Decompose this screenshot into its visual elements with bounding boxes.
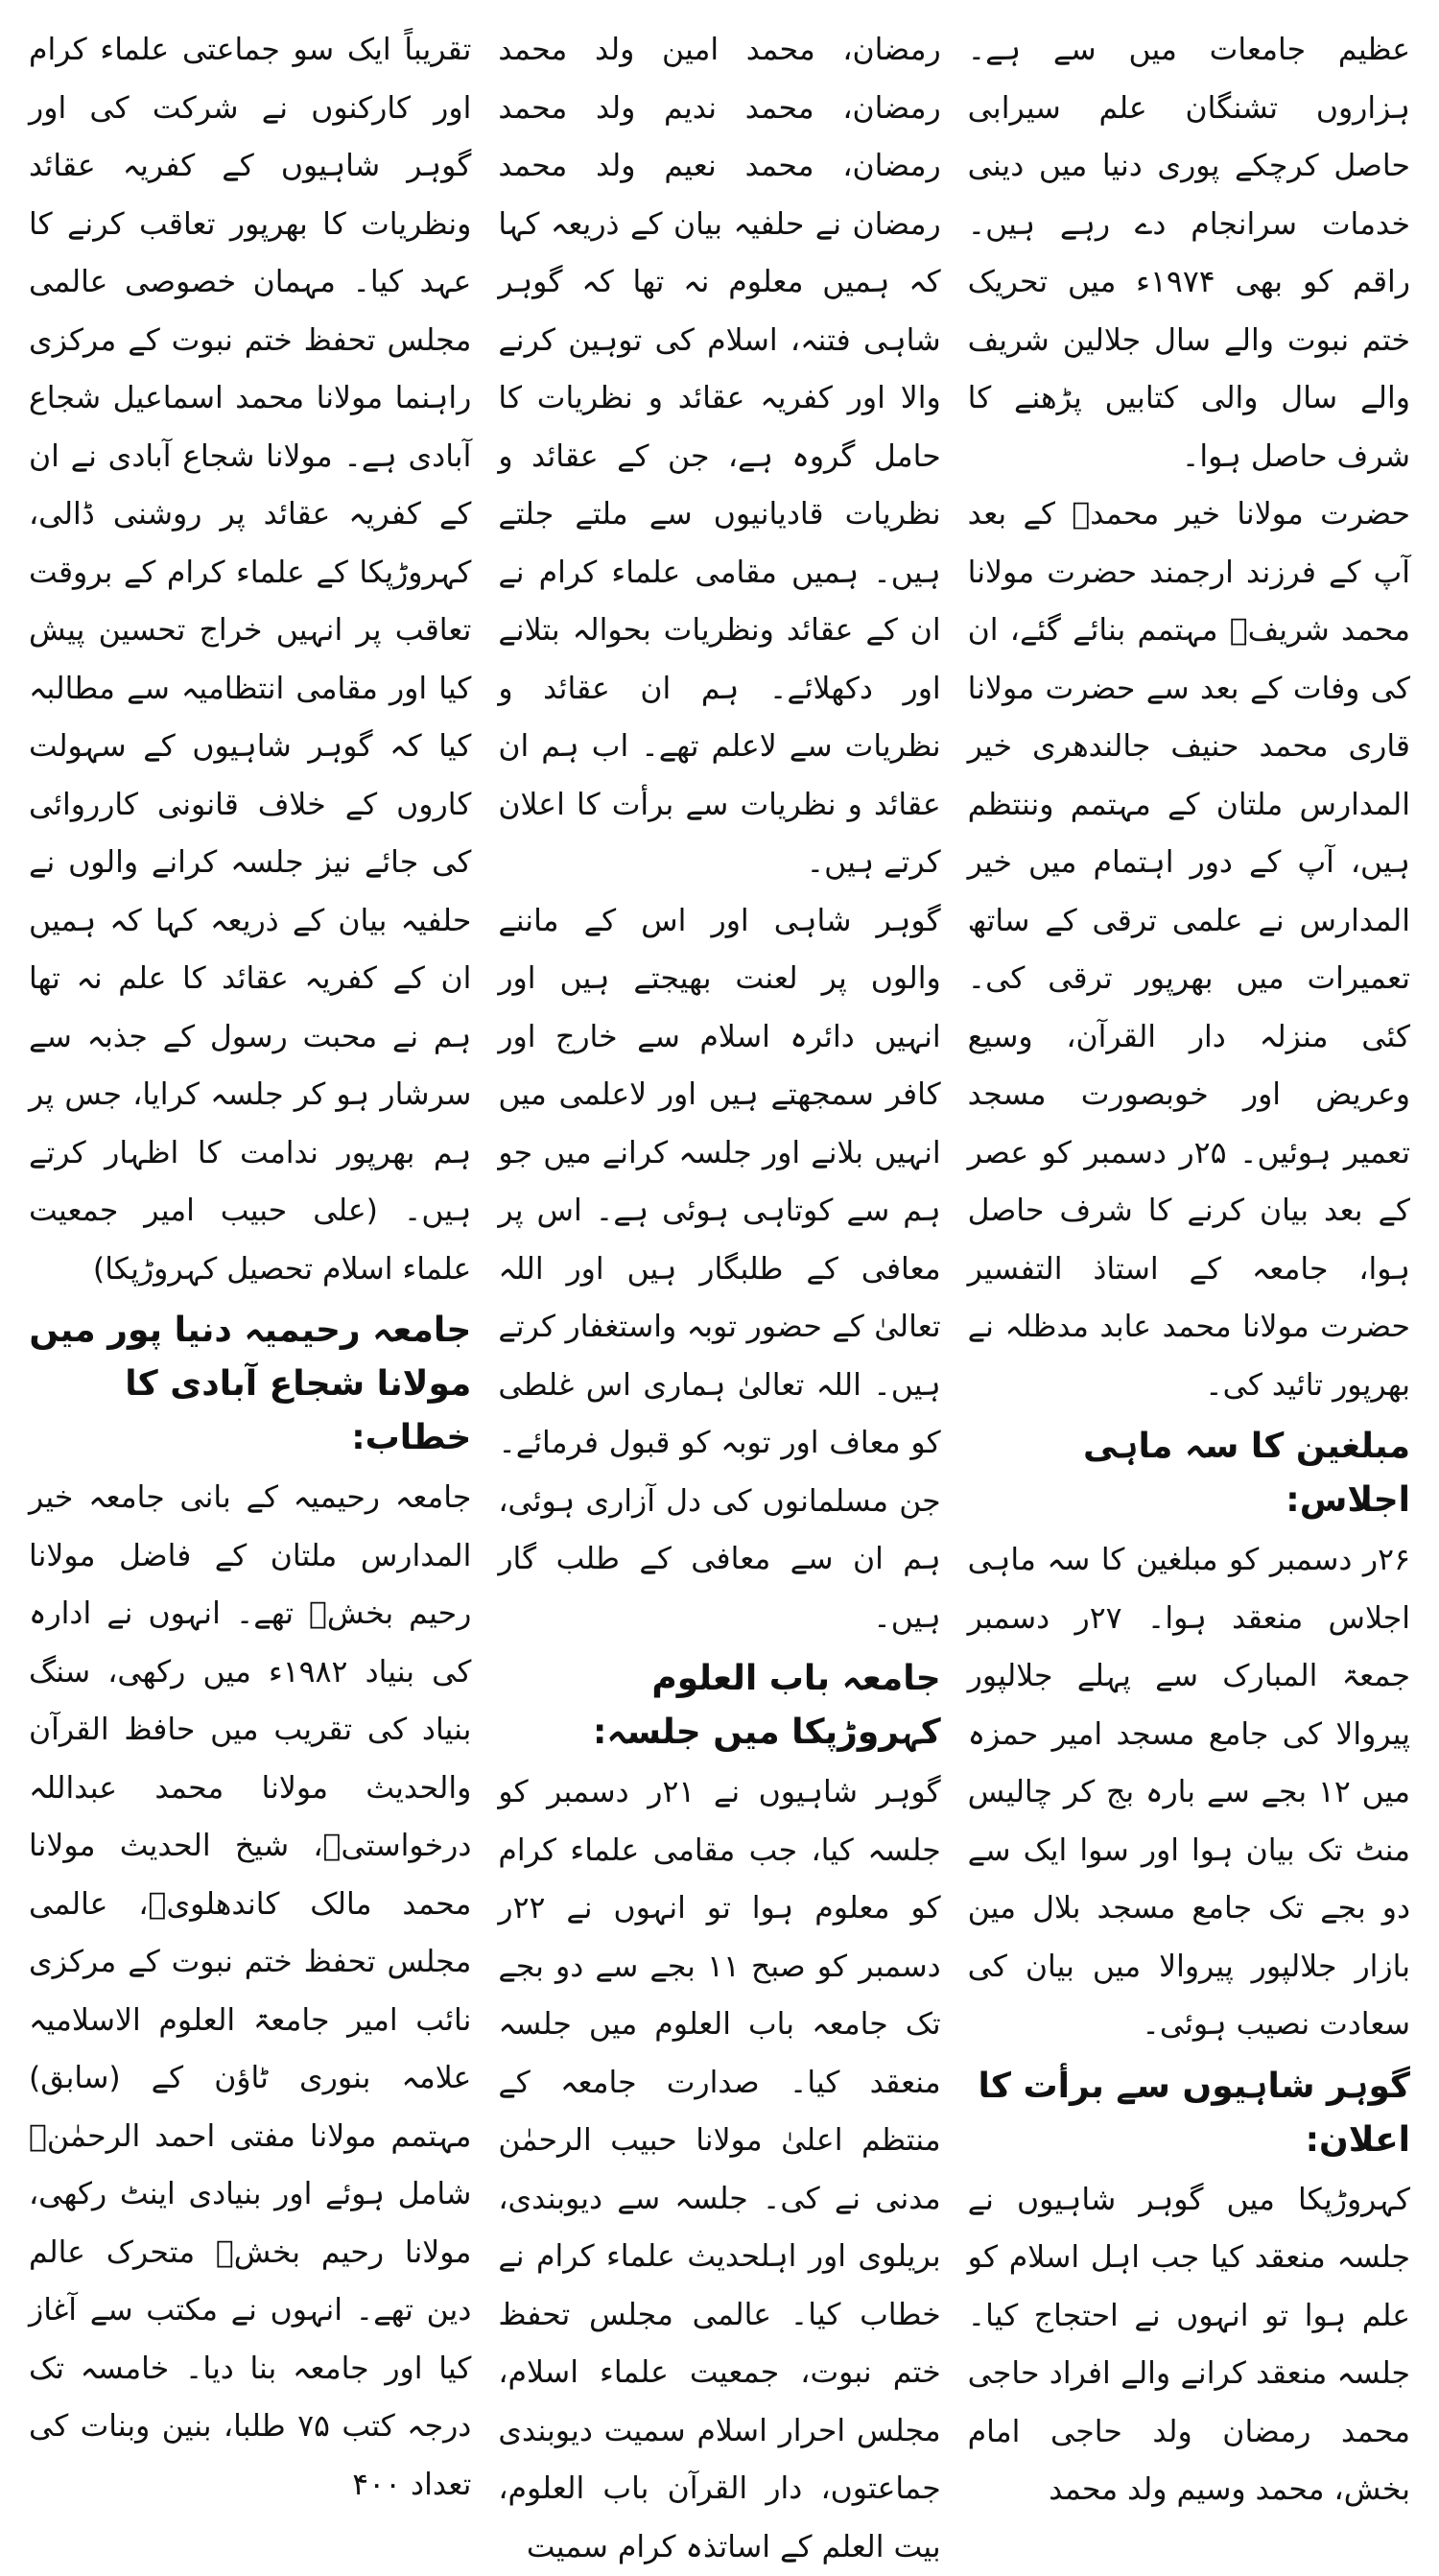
section-heading: گوہر شاہیوں سے برأت کا اعلان: [978,2066,1410,2160]
article-paragraph: عظیم جامعات میں سے ہے۔ ہزاروں تشنگان علم سیرابی حاصل کرچکے پوری دنیا میں دینی خدمات سرانجام دے رہے ہیں۔ راقم کو بھی ۱۹۷۴ء میں تحریک ختم نبوت والے سال جلالین شریف والے سال والی کتابیں پڑھنے کا شرف حاصل ہوا۔ [967,33,1411,474]
article-paragraph: تقریباً ایک سو جماعتی علماء کرام اور کارکنوں نے شرکت کی اور گوہر شاہیوں کے کفریہ عقائد ونظریات کا بھرپور تعاقب کرنے کا عہد کیا۔ مہمان خصوصی عالمی مجلس تحفظ ختم نبوت کے مرکزی راہنما مولانا محمد اسماعیل شجاع آبادی ہے۔ مولانا شجاع آبادی نے ان کے کفریہ عقائد پر روشنی ڈالی، کہروڑپکا کے علماء کرام کے بروقت تعاقب پر انہیں خراج تحسین پیش کیا اور مقامی انتظامیہ سے مطالبہ کیا کہ گوہر شاہیوں کے سہولت کاروں کے خلاف قانونی کارروائی کی جائے نیز جلسہ کرانے والوں نے حلفیہ بیان کے ذریعہ کہا کہ ہمیں ان کے کفریہ عقائد کا علم نہ تھا ہم نے محبت رسول کے جذبہ سے سرشار ہو کر جلسہ کرایا، جس پر ہم بھرپور ندامت کا اظہار کرتے ہیں۔ (علی حبیب امیر جمعیت علماء اسلام تحصیل کہروڑپکا) [29,33,472,1287]
column-left [29,21,472,2502]
article-paragraph: گوہر شاہی اور اس کے ماننے والوں پر لعنت بھیجتے ہیں اور انہیں دائرہ اسلام سے خارج اور کافر سمجھتے ہیں اور لاعلمی میں انہیں بلانے اور جلسہ کرانے میں جو ہم سے کوتاہی ہوئی ہے۔ اس پر معافی کے طلبگار ہیں اور اللہ تعالیٰ کے حضور توبہ واستغفار کرتے ہیں۔ اللہ تعالیٰ ہماری اس غلطی کو معاف اور توبہ کو قبول فرمائے۔ جن مسلمانوں کی دل آزاری ہوئی، ہم ان سے معافی کے طلب گار ہیں۔ [498,903,941,1635]
article-paragraph: جامعہ رحیمیہ کے بانی جامعہ خیر المدارس ملتان کے فاضل مولانا رحیم بخشؒ تھے۔ انہوں نے ادارہ کی بنیاد ۱۹۸۲ء میں رکھی، سنگ بنیاد کی تقریب میں حافظ القرآن والحدیث مولانا محمد عبداللہ درخواستیؒ، شیخ الحدیث مولانا محمد مالک کاندھلویؒ، عالمی مجلس تحفظ ختم نبوت کے مرکزی نائب امیر جامعۃ العلوم الاسلامیہ علامہ بنوری ٹاؤن کے (سابق) مہتمم مولانا مفتی احمد الرحمٰنؒ شامل ہوئے اور بنیادی اینٹ رکھی، مولانا رحیم بخشؒ متحرک عالم دین تھے۔ انہوں نے مکتب سے آغاز کیا اور جامعہ بنا دیا۔ خامسہ تک درجہ کتب ۷۵ طلبا، بنین وبنات کی تعداد ۴۰۰ [29,1480,472,2502]
column-middle [498,21,941,2564]
article-paragraph: ۲۶ر دسمبر کو مبلغین کا سہ ماہی اجلاس منعقد ہوا۔ ۲۷ر دسمبر جمعۃ المبارک سے پہلے جلالپور پیروالا کی جامع مسجد امیر حمزہ میں ۱۲ بجے سے بارہ بج کر چالیس منٹ تک بیان ہوا اور سوا ایک سے دو بجے تک جامع مسجد بلال مین بازار جلالپور پیروالا میں بیان کی سعادت نصیب ہوئی۔ [967,1543,1410,2042]
article-paragraph: رمضان، محمد امین ولد محمد رمضان، محمد ندیم ولد محمد رمضان، محمد نعیم ولد محمد رمضان نے حلفیہ بیان کے ذریعہ کہا کہ ہمیں معلوم نہ تھا کہ گوہر شاہی فتنہ، اسلام کی توہین کرنے والا اور کفریہ عقائد و نظریات کا حامل گروہ ہے، جن کے عقائد و نظریات قادیانیوں سے ملتے جلتے ہیں۔ ہمیں مقامی علماء کرام نے ان کے عقائد ونظریات بحوالہ بتلانے اور دکھلائے۔ ہم ان عقائد و نظریات سے لاعلم تھے۔ اب ہم ان عقائد و نظریات سے برأت کا اعلان کرتے ہیں۔ [498,33,941,880]
article-paragraph: گوہر شاہیوں نے ۲۱ر دسمبر کو جلسہ کیا، جب مقامی علماء کرام کو معلوم ہوا تو انہوں نے ۲۲ر دسمبر کو صبح ۱۱ بجے سے دو بجے تک جامعہ باب العلوم میں جلسہ منعقد کیا۔ صدارت جامعہ کے منتظم اعلیٰ مولانا حبیب الرحمٰن مدنی نے کی۔ جلسہ سے دیوبندی، بریلوی اور اہلحدیث علماء کرام نے خطاب کیا۔ عالمی مجلس تحفظ ختم نبوت، جمعیت علماء اسلام، مجلس احرار اسلام سمیت دیوبندی جماعتوں، دار القرآن باب العلوم، بیت العلم کے اساتذہ کرام سمیت [498,1775,941,2564]
newspaper-page [29,21,1411,2564]
article-paragraph: کہروڑپکا میں گوہر شاہیوں نے جلسہ منعقد کیا جب اہل اسلام کو علم ہوا تو انہوں نے احتجاج کیا۔ جلسہ منعقد کرانے والے افراد حاجی محمد رمضان ولد حاجی امام بخش، محمد وسیم ولد محمد [967,2182,1410,2507]
section-heading: مبلغین کا سہ ماہی اجلاس: [1083,1427,1410,1520]
column-right [967,21,1411,2507]
section-heading: جامعہ باب العلوم کہروڑپکا میں جلسہ: [592,1659,941,1752]
section-heading: جامعہ رحیمیہ دنیا پور میں مولانا شجاع آبادی کا خطاب: [29,1311,472,1457]
article-paragraph: حضرت مولانا خیر محمدؒ کے بعد آپ کے فرزند ارجمند حضرت مولانا محمد شریفؒ مہتمم بنائے گئے، ان کی وفات کے بعد سے حضرت مولانا قاری محمد حنیف جالندھری خیر المدارس ملتان کے مہتمم وننتظم ہیں، آپ کے دور اہتمام میں خیر المدارس نے علمی ترقی کے ساتھ تعمیرات میں بھرپور ترقی کی۔ کئی منزلہ دار القرآن، وسیع وعریض اور خوبصورت مسجد تعمیر ہوئیں۔ ۲۵ر دسمبر کو عصر کے بعد بیان کرنے کا شرف حاصل ہوا، جامعہ کے استاذ التفسیر حضرت مولانا محمد عابد مدظلہ نے بھرپور تائید کی۔ [967,497,1410,1403]
